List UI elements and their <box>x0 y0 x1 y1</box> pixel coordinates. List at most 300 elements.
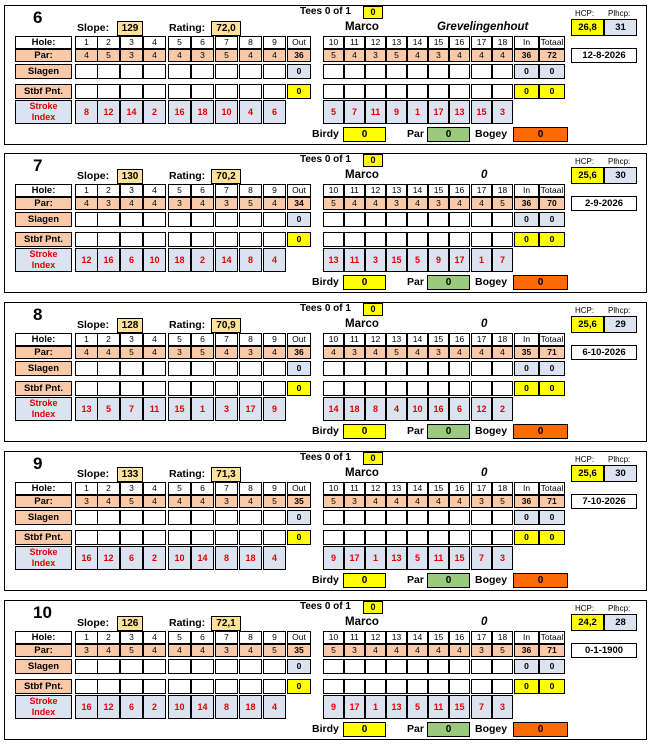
hole-number: 6 <box>191 184 214 197</box>
stbf-input[interactable] <box>215 530 238 545</box>
date-value[interactable]: 12-8-2026 <box>571 48 637 63</box>
stbf-input[interactable] <box>215 381 238 396</box>
rating-value[interactable]: 70,9 <box>211 318 241 333</box>
date-value[interactable]: 2-9-2026 <box>571 196 637 211</box>
tees-value[interactable]: 0 <box>363 452 383 465</box>
stroke-index-cell: 17 <box>449 248 470 272</box>
slagen-input[interactable] <box>386 361 407 376</box>
bogey-label: Bogey <box>475 723 508 735</box>
plhcp-value[interactable]: 29 <box>604 316 637 333</box>
slope-value[interactable]: 126 <box>117 616 143 631</box>
row-label-par: Par: <box>15 49 72 62</box>
hole-number: 14 <box>407 184 428 197</box>
par-cell: 5 <box>120 346 143 359</box>
par-cell: 3 <box>97 197 120 210</box>
par-cell: 5 <box>120 644 143 657</box>
stbf-input[interactable] <box>120 381 143 396</box>
hole-number: 3 <box>120 631 143 644</box>
slagen-input[interactable] <box>428 361 449 376</box>
slagen-input[interactable] <box>239 361 262 376</box>
slagen-input[interactable] <box>191 212 214 227</box>
stbf-input[interactable] <box>120 232 143 247</box>
slope-value[interactable]: 133 <box>117 467 143 482</box>
stbf-input[interactable] <box>191 530 214 545</box>
slagen-in: 0 <box>514 659 539 674</box>
stroke-index-cell: 14 <box>120 100 143 124</box>
hole-number: 7 <box>215 482 238 495</box>
slagen-input[interactable] <box>143 64 166 79</box>
slagen-input[interactable] <box>239 212 262 227</box>
par-cell: 4 <box>75 49 98 62</box>
hole-number: 6 <box>191 36 214 49</box>
hole-number: 4 <box>143 36 166 49</box>
stbf-input[interactable] <box>365 679 386 694</box>
stbf-input[interactable] <box>75 679 98 694</box>
stbf-out: 0 <box>287 232 311 247</box>
slagen-input[interactable] <box>344 510 365 525</box>
hole-number: 13 <box>386 482 407 495</box>
slagen-input[interactable] <box>239 659 262 674</box>
course-name: 0 <box>481 318 488 330</box>
slagen-input[interactable] <box>263 64 286 79</box>
stbf-input[interactable] <box>75 232 98 247</box>
slagen-input[interactable] <box>365 212 386 227</box>
slagen-input[interactable] <box>215 64 238 79</box>
stbf-input[interactable] <box>75 530 98 545</box>
slope-value[interactable]: 128 <box>117 318 143 333</box>
slagen-input[interactable] <box>407 659 428 674</box>
slagen-input[interactable] <box>449 361 470 376</box>
stbf-input[interactable] <box>492 679 513 694</box>
stbf-input[interactable] <box>492 381 513 396</box>
stbf-input[interactable] <box>386 679 407 694</box>
slagen-input[interactable] <box>365 361 386 376</box>
stbf-input[interactable] <box>471 232 492 247</box>
stbf-input[interactable] <box>120 679 143 694</box>
stbf-input[interactable] <box>120 84 143 99</box>
hole-number: 10 <box>323 333 344 346</box>
stbf-input[interactable] <box>143 232 166 247</box>
hole-number: 17 <box>471 333 492 346</box>
stbf-input[interactable] <box>428 232 449 247</box>
slagen-input[interactable] <box>239 510 262 525</box>
in-header: In <box>514 36 539 49</box>
round-number: 8 <box>33 305 43 324</box>
row-label-hole: Hole: <box>15 333 72 346</box>
stbf-input[interactable] <box>239 381 262 396</box>
stbf-input[interactable] <box>263 530 286 545</box>
slagen-input[interactable] <box>168 659 191 674</box>
slagen-input[interactable] <box>191 361 214 376</box>
hole-number: 10 <box>323 482 344 495</box>
hole-number: 15 <box>428 333 449 346</box>
slagen-input[interactable] <box>365 64 386 79</box>
round-number: 6 <box>33 8 43 27</box>
slagen-input[interactable] <box>492 510 513 525</box>
stbf-input[interactable] <box>97 679 120 694</box>
par-cell: 5 <box>120 495 143 508</box>
stbf-input[interactable] <box>471 381 492 396</box>
row-label-par: Par: <box>15 197 72 210</box>
slagen-input[interactable] <box>449 212 470 227</box>
stbf-input[interactable] <box>97 232 120 247</box>
slagen-input[interactable] <box>492 212 513 227</box>
slagen-input[interactable] <box>407 361 428 376</box>
stbf-input[interactable] <box>191 679 214 694</box>
hole-number: 17 <box>471 184 492 197</box>
par-cell: 4 <box>143 49 166 62</box>
slagen-input[interactable] <box>143 361 166 376</box>
tees-label: Tees 0 of 1 <box>300 601 351 612</box>
stbf-input[interactable] <box>407 381 428 396</box>
stbf-input[interactable] <box>471 530 492 545</box>
slagen-input[interactable] <box>407 212 428 227</box>
slagen-input[interactable] <box>471 361 492 376</box>
par-cell: 4 <box>365 495 386 508</box>
hole-number: 2 <box>97 333 120 346</box>
stroke-index-cell: 17 <box>239 397 262 421</box>
out-header: Out <box>287 482 311 495</box>
stbf-input[interactable] <box>365 84 386 99</box>
slagen-input[interactable] <box>365 659 386 674</box>
stbf-input[interactable] <box>215 679 238 694</box>
slagen-input[interactable] <box>471 659 492 674</box>
stbf-total: 0 <box>539 84 565 99</box>
tees-value[interactable]: 0 <box>363 154 383 167</box>
slagen-input[interactable] <box>120 212 143 227</box>
slagen-input[interactable] <box>75 361 98 376</box>
stbf-input[interactable] <box>428 530 449 545</box>
slagen-input[interactable] <box>428 510 449 525</box>
stroke-index-cell: 11 <box>428 546 449 570</box>
slagen-input[interactable] <box>386 659 407 674</box>
slagen-input[interactable] <box>143 212 166 227</box>
hole-number: 9 <box>263 184 286 197</box>
stbf-input[interactable] <box>492 530 513 545</box>
hole-number: 7 <box>215 333 238 346</box>
stbf-input[interactable] <box>263 232 286 247</box>
plhcp-value[interactable]: 28 <box>604 614 637 631</box>
stbf-input[interactable] <box>449 530 470 545</box>
par-cell: 4 <box>365 197 386 210</box>
slagen-input[interactable] <box>120 361 143 376</box>
slagen-input[interactable] <box>75 212 98 227</box>
stbf-input[interactable] <box>323 381 344 396</box>
par-count-label: Par <box>407 425 424 437</box>
slagen-input[interactable] <box>323 64 344 79</box>
hole-number: 9 <box>263 36 286 49</box>
par-out: 36 <box>287 346 311 359</box>
stbf-input[interactable] <box>323 679 344 694</box>
hole-number: 7 <box>215 631 238 644</box>
stbf-input[interactable] <box>344 381 365 396</box>
par-total: 71 <box>539 495 565 508</box>
slagen-input[interactable] <box>75 510 98 525</box>
hcp-value[interactable]: 24,2 <box>571 614 604 631</box>
slagen-input[interactable] <box>97 212 120 227</box>
slagen-input[interactable] <box>492 64 513 79</box>
stbf-out: 0 <box>287 530 311 545</box>
par-cell: 4 <box>239 49 262 62</box>
stroke-index-cell: 16 <box>428 397 449 421</box>
stbf-input[interactable] <box>323 530 344 545</box>
stroke-index-cell: 18 <box>239 695 262 719</box>
hcp-value[interactable]: 25,6 <box>571 316 604 333</box>
slagen-input[interactable] <box>428 212 449 227</box>
stbf-input[interactable] <box>471 679 492 694</box>
slagen-input[interactable] <box>449 510 470 525</box>
slagen-input[interactable] <box>323 510 344 525</box>
hcp-value[interactable]: 26,8 <box>571 19 604 36</box>
slagen-input[interactable] <box>168 510 191 525</box>
stbf-input[interactable] <box>323 84 344 99</box>
stbf-input[interactable] <box>143 381 166 396</box>
stbf-input[interactable] <box>75 381 98 396</box>
date-value[interactable]: 7-10-2026 <box>571 494 637 509</box>
hole-number: 13 <box>386 631 407 644</box>
stbf-input[interactable] <box>386 381 407 396</box>
stbf-input[interactable] <box>263 84 286 99</box>
stroke-index-cell: 10 <box>168 695 191 719</box>
slagen-input[interactable] <box>386 64 407 79</box>
par-cell: 5 <box>323 197 344 210</box>
slagen-input[interactable] <box>323 212 344 227</box>
slagen-input[interactable] <box>97 659 120 674</box>
tees-value[interactable]: 0 <box>363 6 383 19</box>
slagen-input[interactable] <box>191 510 214 525</box>
stbf-input[interactable] <box>344 84 365 99</box>
rating-value[interactable]: 70,2 <box>211 169 241 184</box>
slagen-input[interactable] <box>449 659 470 674</box>
stbf-input[interactable] <box>407 530 428 545</box>
stbf-input[interactable] <box>449 232 470 247</box>
slagen-input[interactable] <box>215 510 238 525</box>
stbf-input[interactable] <box>386 84 407 99</box>
slagen-input[interactable] <box>75 659 98 674</box>
stbf-input[interactable] <box>344 679 365 694</box>
slagen-input[interactable] <box>492 659 513 674</box>
stbf-input[interactable] <box>239 84 262 99</box>
slagen-input[interactable] <box>215 212 238 227</box>
stbf-input[interactable] <box>120 530 143 545</box>
slagen-input[interactable] <box>365 510 386 525</box>
stbf-input[interactable] <box>407 84 428 99</box>
slagen-input[interactable] <box>97 64 120 79</box>
plhcp-value[interactable]: 30 <box>604 465 637 482</box>
stbf-input[interactable] <box>263 679 286 694</box>
stbf-input[interactable] <box>428 381 449 396</box>
stbf-input[interactable] <box>97 84 120 99</box>
par-cell: 4 <box>143 495 166 508</box>
stbf-input[interactable] <box>386 232 407 247</box>
stbf-input[interactable] <box>449 381 470 396</box>
hole-number: 3 <box>120 333 143 346</box>
stbf-input[interactable] <box>97 381 120 396</box>
stbf-input[interactable] <box>471 84 492 99</box>
slagen-input[interactable] <box>215 659 238 674</box>
par-cell: 4 <box>120 197 143 210</box>
stbf-input[interactable] <box>239 679 262 694</box>
stroke-index-cell: 14 <box>323 397 344 421</box>
hcp-value[interactable]: 25,6 <box>571 167 604 184</box>
hole-number: 16 <box>449 333 470 346</box>
par-cell: 3 <box>471 495 492 508</box>
slagen-input[interactable] <box>263 212 286 227</box>
par-cell: 5 <box>323 495 344 508</box>
stbf-input[interactable] <box>365 381 386 396</box>
stbf-input[interactable] <box>239 530 262 545</box>
stbf-input[interactable] <box>215 84 238 99</box>
stbf-input[interactable] <box>428 84 449 99</box>
slagen-input[interactable] <box>428 64 449 79</box>
stbf-input[interactable] <box>75 84 98 99</box>
bogey-count: 0 <box>513 424 568 439</box>
slagen-input[interactable] <box>215 361 238 376</box>
slagen-input[interactable] <box>407 64 428 79</box>
stroke-index-cell: 1 <box>471 248 492 272</box>
slagen-input[interactable] <box>323 361 344 376</box>
slagen-input[interactable] <box>323 659 344 674</box>
bogey-label: Bogey <box>475 574 508 586</box>
stroke-index-cell: 11 <box>143 397 166 421</box>
slagen-input[interactable] <box>120 64 143 79</box>
stbf-input[interactable] <box>344 232 365 247</box>
slagen-input[interactable] <box>143 510 166 525</box>
slagen-input[interactable] <box>143 659 166 674</box>
slagen-input[interactable] <box>492 361 513 376</box>
par-count-label: Par <box>407 128 424 140</box>
stbf-input[interactable] <box>428 679 449 694</box>
stbf-input[interactable] <box>168 232 191 247</box>
stroke-index-cell: 14 <box>191 546 214 570</box>
stbf-input[interactable] <box>143 679 166 694</box>
par-cell: 4 <box>344 49 365 62</box>
slagen-input[interactable] <box>449 64 470 79</box>
par-count-label: Par <box>407 276 424 288</box>
slagen-input[interactable] <box>471 212 492 227</box>
slagen-input[interactable] <box>344 64 365 79</box>
stbf-input[interactable] <box>407 232 428 247</box>
slope-value[interactable]: 130 <box>117 169 143 184</box>
slagen-input[interactable] <box>263 361 286 376</box>
slagen-input[interactable] <box>344 361 365 376</box>
stbf-input[interactable] <box>168 530 191 545</box>
hole-number: 14 <box>407 36 428 49</box>
slagen-input[interactable] <box>97 361 120 376</box>
stbf-input[interactable] <box>386 530 407 545</box>
par-cell: 4 <box>449 495 470 508</box>
plhcp-label: Plhcp: <box>608 306 631 315</box>
slagen-input[interactable] <box>263 510 286 525</box>
slagen-input[interactable] <box>386 212 407 227</box>
slagen-in: 0 <box>514 212 539 227</box>
plhcp-value[interactable]: 30 <box>604 167 637 184</box>
stroke-index-cell: 11 <box>344 248 365 272</box>
slagen-input[interactable] <box>168 212 191 227</box>
date-value[interactable]: 6-10-2026 <box>571 345 637 360</box>
slagen-input[interactable] <box>168 361 191 376</box>
stbf-input[interactable] <box>239 232 262 247</box>
stbf-input[interactable] <box>492 84 513 99</box>
stroke-index-cell: 9 <box>263 397 286 421</box>
slagen-input[interactable] <box>191 64 214 79</box>
stroke-index-cell: 18 <box>168 248 191 272</box>
stbf-input[interactable] <box>168 381 191 396</box>
hole-number: 14 <box>407 631 428 644</box>
slope-value[interactable]: 129 <box>117 21 143 36</box>
rating-value[interactable]: 71,3 <box>211 467 241 482</box>
slagen-input[interactable] <box>75 64 98 79</box>
par-cell: 5 <box>323 49 344 62</box>
tees-value[interactable]: 0 <box>363 601 383 614</box>
slagen-input[interactable] <box>344 212 365 227</box>
slagen-input[interactable] <box>263 659 286 674</box>
par-cell: 4 <box>407 346 428 359</box>
slagen-input[interactable] <box>191 659 214 674</box>
slagen-input[interactable] <box>471 64 492 79</box>
par-cell: 5 <box>492 644 513 657</box>
stbf-input[interactable] <box>143 84 166 99</box>
slagen-input[interactable] <box>120 659 143 674</box>
slagen-input[interactable] <box>239 64 262 79</box>
tees-value[interactable]: 0 <box>363 303 383 316</box>
par-cell: 4 <box>263 49 286 62</box>
stbf-in: 0 <box>514 232 539 247</box>
hole-number: 4 <box>143 482 166 495</box>
stbf-input[interactable] <box>365 232 386 247</box>
hcp-label: HCP: <box>575 157 595 166</box>
date-value[interactable]: 0-1-1900 <box>571 643 637 658</box>
stbf-input[interactable] <box>365 530 386 545</box>
row-label-slagen: Slagen <box>15 659 72 674</box>
stbf-input[interactable] <box>97 530 120 545</box>
stbf-input[interactable] <box>492 232 513 247</box>
hcp-value[interactable]: 25,6 <box>571 465 604 482</box>
slagen-input[interactable] <box>344 659 365 674</box>
stbf-input[interactable] <box>168 679 191 694</box>
stbf-input[interactable] <box>323 232 344 247</box>
stbf-input[interactable] <box>215 232 238 247</box>
stbf-input[interactable] <box>263 381 286 396</box>
stbf-input[interactable] <box>191 381 214 396</box>
hole-number: 16 <box>449 482 470 495</box>
slagen-input[interactable] <box>97 510 120 525</box>
bogey-count: 0 <box>513 722 568 737</box>
row-label-par: Par: <box>15 346 72 359</box>
par-cell: 4 <box>263 197 286 210</box>
slagen-input[interactable] <box>120 510 143 525</box>
stbf-input[interactable] <box>191 84 214 99</box>
stbf-input[interactable] <box>344 530 365 545</box>
stroke-index-cell: 9 <box>323 546 344 570</box>
par-in: 36 <box>514 644 539 657</box>
plhcp-value[interactable]: 31 <box>604 19 637 36</box>
slagen-input[interactable] <box>168 64 191 79</box>
slagen-input[interactable] <box>428 659 449 674</box>
stbf-input[interactable] <box>168 84 191 99</box>
stbf-input[interactable] <box>449 679 470 694</box>
slagen-input[interactable] <box>386 510 407 525</box>
slagen-input[interactable] <box>407 510 428 525</box>
hole-number: 7 <box>215 36 238 49</box>
stbf-input[interactable] <box>191 232 214 247</box>
stbf-input[interactable] <box>407 679 428 694</box>
stbf-input[interactable] <box>449 84 470 99</box>
rating-value[interactable]: 72,1 <box>211 616 241 631</box>
slagen-input[interactable] <box>471 510 492 525</box>
rating-value[interactable]: 72,0 <box>211 21 241 36</box>
stbf-input[interactable] <box>143 530 166 545</box>
